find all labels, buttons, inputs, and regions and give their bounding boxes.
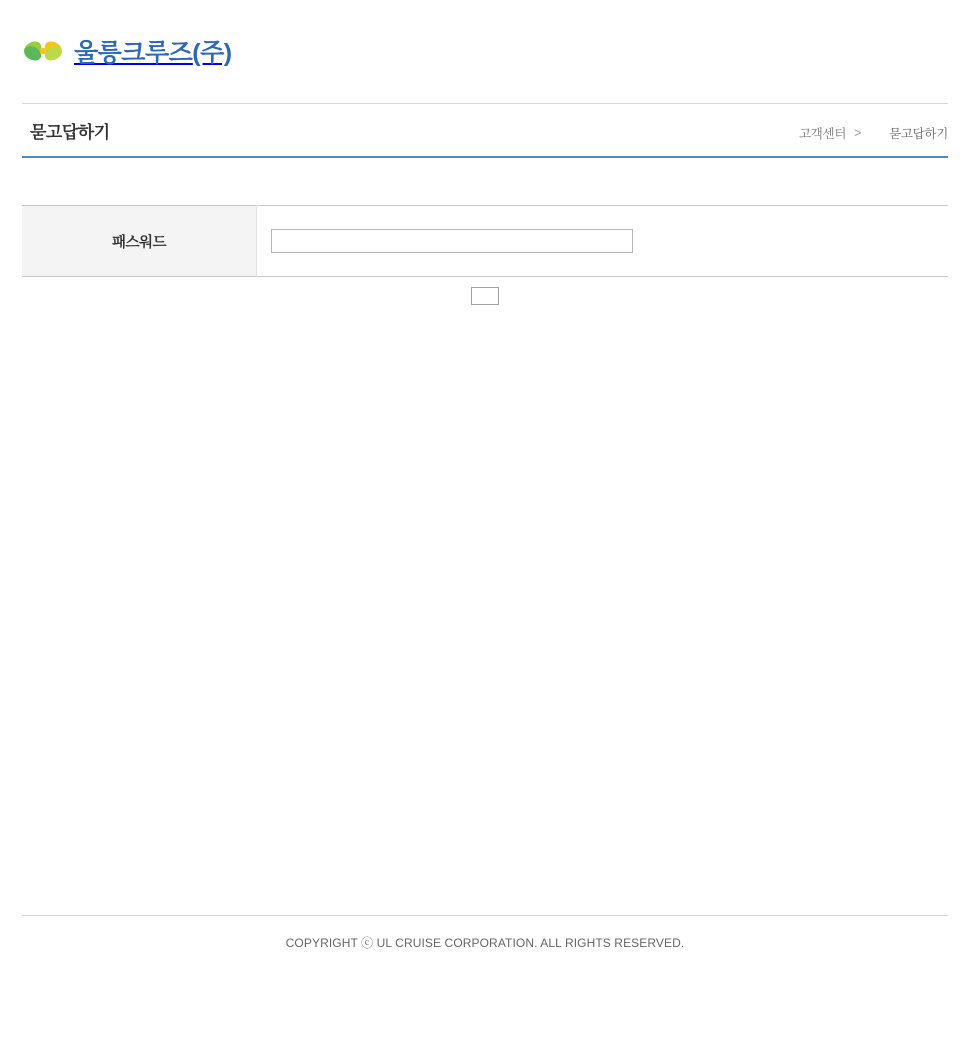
password-label: 패스워드	[22, 206, 257, 277]
submit-button[interactable]	[471, 287, 499, 305]
page-title: 묻고답하기	[30, 123, 110, 142]
breadcrumb	[799, 124, 948, 142]
logo-main-text: 울릉크루즈	[74, 39, 193, 67]
copyright-text: COPYRIGHT ⓒ UL CRUISE CORPORATION. ALL RIGHTS RESERVED.	[285, 936, 685, 950]
password-form-table	[22, 205, 948, 277]
breadcrumb-root[interactable]: 고객센터	[799, 127, 847, 141]
content-top-spacer	[22, 158, 948, 205]
breadcrumb-current: 묻고답하기	[889, 127, 948, 141]
pinwheel-flower-logo-icon	[22, 30, 64, 72]
page-title-bar	[22, 103, 948, 158]
site-footer	[22, 915, 948, 951]
content-area	[22, 158, 948, 309]
table-row	[22, 206, 948, 277]
breadcrumb-separator-icon: >	[854, 126, 862, 140]
password-input[interactable]	[271, 229, 633, 253]
site-logo-link[interactable]	[22, 30, 232, 72]
site-header	[0, 0, 970, 103]
form-button-row	[22, 277, 948, 309]
logo-suffix-text: (주)	[192, 39, 232, 67]
password-field-cell	[257, 206, 949, 277]
site-logo-text	[74, 33, 232, 69]
